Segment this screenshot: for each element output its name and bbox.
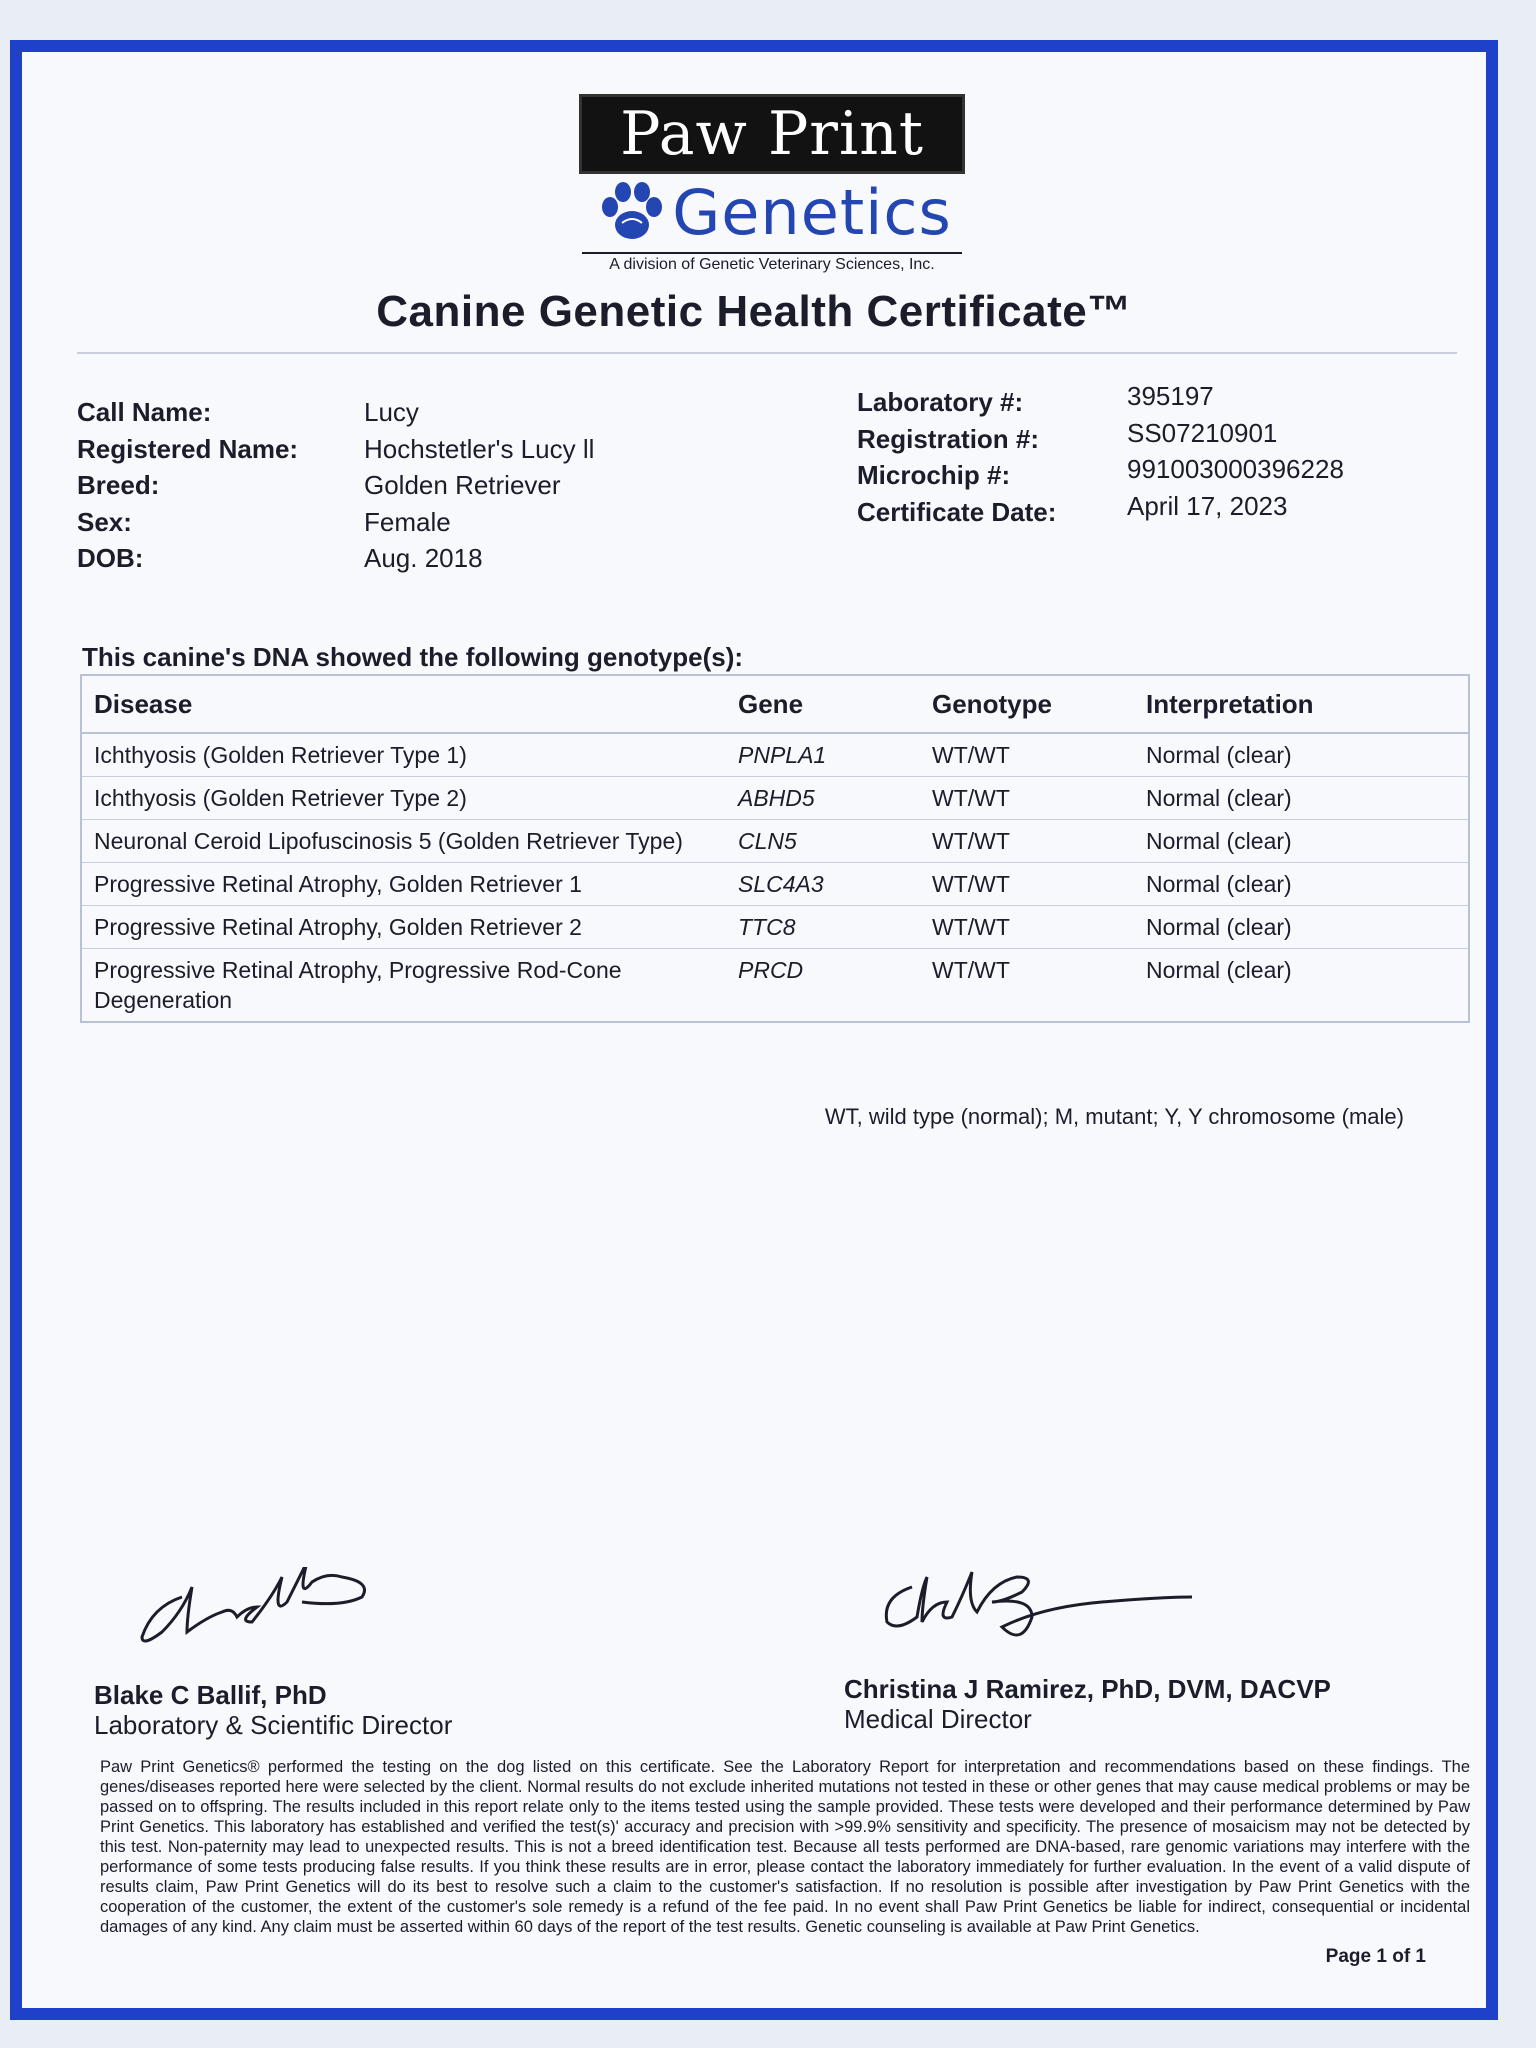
table-row <box>81 863 1469 906</box>
divider <box>77 352 1457 354</box>
registered-name-value: Hochstetler's Lucy ll <box>364 433 595 464</box>
breed-label: Breed: <box>77 470 160 500</box>
laboratory-number-value: 395197 <box>1127 381 1214 411</box>
dob-value: Aug. 2018 <box>364 543 483 573</box>
registered-name-label: Registered Name: <box>77 433 299 464</box>
gene-cell: ABHD5 <box>726 777 920 820</box>
table-row <box>81 777 1469 820</box>
interpretation-cell: Normal (clear) <box>1134 949 1469 1023</box>
lab-info-values <box>1127 378 1344 524</box>
genotype-heading: This canine's DNA showed the following genotype(s): <box>82 642 744 672</box>
certificate-date-value: April 17, 2023 <box>1127 490 1288 521</box>
breed-value: Golden Retriever <box>364 470 561 500</box>
disease-cell: Ichthyosis (Golden Retriever Type 1) <box>81 733 726 777</box>
header-gene: Gene <box>726 675 920 733</box>
signatory-2-role: Medical Director <box>844 1704 1032 1734</box>
genotype-cell: WT/WT <box>920 820 1134 863</box>
certificate-page <box>10 40 1498 2020</box>
table-row <box>81 906 1469 949</box>
certificate-title: Canine Genetic Health Certificate™ <box>376 287 1132 336</box>
genotype-cell: WT/WT <box>920 906 1134 949</box>
page-number: Page 1 of 1 <box>1325 1946 1426 1967</box>
interpretation-cell: Normal (clear) <box>1134 820 1469 863</box>
signatory-2-name: Christina J Ramirez, PhD, DVM, DACVP <box>844 1674 1331 1704</box>
gene-cell: PNPLA1 <box>726 733 920 777</box>
genotype-cell: WT/WT <box>920 949 1134 1023</box>
genotype-cell: WT/WT <box>920 863 1134 906</box>
interpretation-cell: Normal (clear) <box>1134 777 1469 820</box>
dog-info-values <box>364 394 594 577</box>
interpretation-cell: Normal (clear) <box>1134 733 1469 777</box>
disease-cell: Neuronal Ceroid Lipofuscinosis 5 (Golden Retriever Type) <box>81 820 726 863</box>
header-interpretation: Interpretation <box>1134 675 1469 733</box>
gene-cell: TTC8 <box>726 906 920 949</box>
dog-info-labels <box>77 394 298 577</box>
table-row <box>81 949 1469 1023</box>
gene-cell: CLN5 <box>726 820 920 863</box>
table-row <box>81 820 1469 863</box>
interpretation-cell: Normal (clear) <box>1134 863 1469 906</box>
logo-line2: Genetics <box>672 175 952 249</box>
gene-cell: SLC4A3 <box>726 863 920 906</box>
certificate-date-label: Certificate Date: <box>857 496 1057 527</box>
disease-cell: Ichthyosis (Golden Retriever Type 2) <box>81 777 726 820</box>
signatory-2 <box>844 1674 1331 1734</box>
sex-label: Sex: <box>77 506 132 537</box>
disease-cell: Progressive Retinal Atrophy, Golden Retriever 2 <box>81 906 726 949</box>
call-name-label: Call Name: <box>77 397 212 427</box>
signatory-1-name: Blake C Ballif, PhD <box>94 1680 327 1710</box>
interpretation-cell: Normal (clear) <box>1134 906 1469 949</box>
laboratory-number-label: Laboratory #: <box>857 387 1024 417</box>
paw-print-icon <box>592 177 672 247</box>
sex-value: Female <box>364 506 451 537</box>
genotype-cell: WT/WT <box>920 777 1134 820</box>
microchip-number-value: 991003000396228 <box>1127 454 1344 484</box>
signatory-1-role: Laboratory & Scientific Director <box>94 1710 453 1740</box>
genotype-table <box>80 674 1470 1023</box>
signatory-1 <box>94 1680 452 1740</box>
genotype-legend: WT, wild type (normal); M, mutant; Y, Y chromosome (male) <box>824 1104 1404 1129</box>
registration-number-label: Registration #: <box>857 423 1040 454</box>
registration-number-value: SS07210901 <box>1127 417 1278 448</box>
gene-cell: PRCD <box>726 949 920 1023</box>
microchip-number-label: Microchip #: <box>857 460 1011 490</box>
disease-cell: Progressive Retinal Atrophy, Golden Retriever 1 <box>81 863 726 906</box>
disclaimer-text: Paw Print Genetics® performed the testing on the dog listed on this certificate. See the Laboratory Report for interpretation and recommendations based on these findings. The genes/diseases reported here were selected by the client. Normal results do not exclude inherited mutations not tested in these or other genes that may cause medical problems or may be passed on to offspring. The results included in this report relate only to the items tested using the sample provided. These tests were developed and their performance determined by Paw Print Genetics. This laboratory has established and verified the test(s)' accuracy and precision with >99.9% sensitivity and specificity. The presence of mosaicism may not be detected by this test. Non-paternity may lead to unexpected results. This is not a breed identification test. Because all tests performed are DNA-based, rare genomic variations may interfere with the performance of some tests producing false results. If you think these results are in error, please contact the laboratory immediately for further evaluation. In the event of a valid dispute of results claim, Paw Print Genetics will do its best to resolve such a claim to the customer's satisfaction. If no resolution is possible after investigation by Paw Print Genetics with the cooperation of the customer, the extent of the customer's sole remedy is a refund of the fee paid. In no event shall Paw Print Genetics be liable for indirect, consequential or incidental damages of any kind. Any claim must be asserted within 60 days of the report of the test results. Genetic counseling is available at Paw Print Genetics. <box>100 1758 1470 1936</box>
logo-line1: Paw Print <box>579 94 965 174</box>
paw-print-genetics-logo <box>572 94 972 274</box>
genotype-cell: WT/WT <box>920 733 1134 777</box>
header-disease: Disease <box>81 675 726 733</box>
signature-ballif <box>122 1567 502 1657</box>
table-header-row <box>81 675 1469 733</box>
signature-ramirez <box>872 1567 1252 1657</box>
disease-cell: Progressive Retinal Atrophy, Progressive Rod-Cone Degeneration <box>81 949 726 1023</box>
header-genotype: Genotype <box>920 675 1134 733</box>
lab-info-labels <box>857 384 1056 530</box>
dob-label: DOB: <box>77 543 144 573</box>
table-row <box>81 733 1469 777</box>
call-name-value: Lucy <box>364 397 419 427</box>
logo-tagline: A division of Genetic Veterinary Sciences, Inc. <box>582 252 962 274</box>
